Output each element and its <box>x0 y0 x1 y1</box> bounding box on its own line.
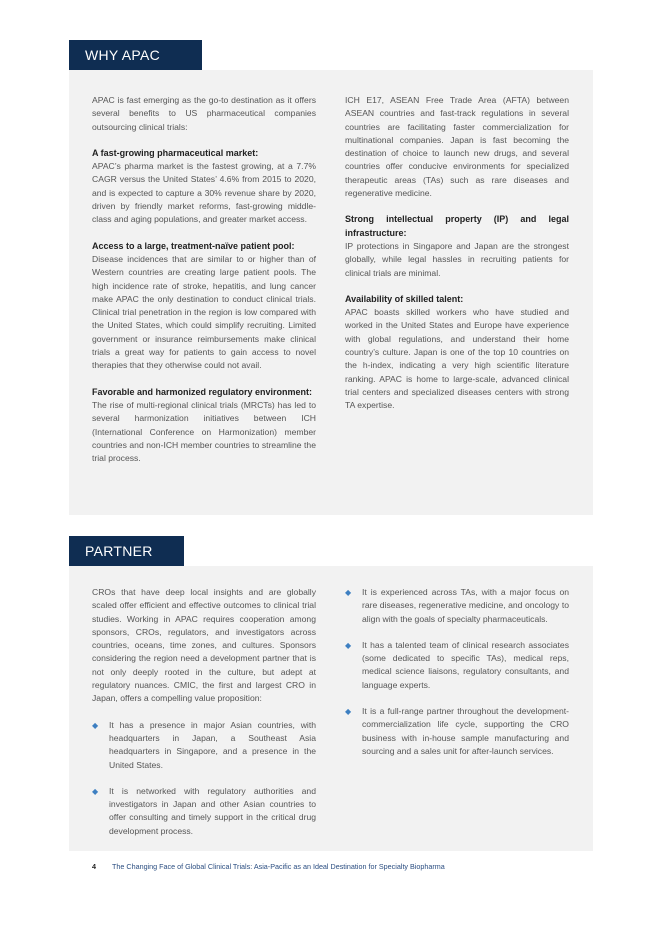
benefit-title: A fast-growing pharmaceutical market: <box>92 147 259 158</box>
why-apac-left-column <box>92 94 316 478</box>
diamond-bullet-icon: ◆ <box>345 640 352 650</box>
partner-right-column <box>345 586 569 771</box>
bullet-text: It has a talented team of clinical research associates (some dedicated to specific TAs), medical reps, medical science liaisons, regulatory consultants, and language experts. <box>362 639 569 690</box>
benefit-text: APAC boasts skilled workers who have studied and worked in the United States and Europe have experience with global regulations, and understand their home country’s culture. Japan is one of the top 10 countries on the h-index, indicating a very high scientific literature ranking. APAC is home to large-scale, advanced clinical trial centers and specialized diseases centers with strong TA expertise. <box>345 307 569 411</box>
diamond-bullet-icon: ◆ <box>345 707 352 717</box>
benefit-title: Strong intellectual property (IP) and legal infrastructure: <box>345 214 569 238</box>
bullet-text: It has a presence in major Asian countries, with headquarters in Japan, a Southeast Asia headquarters in Singapore, and a presence in the United States. <box>109 719 316 770</box>
why-apac-heading: WHY APAC <box>69 40 202 70</box>
bullet-text: It is a full-range partner throughout the development-commercialization life cycle, supporting the CRO business with in-house sample manufacturing and sourcing and a sales unit for after-launch services. <box>362 706 569 756</box>
benefit-text: APAC’s pharma market is the fastest growing, at a 7.7% CAGR versus the United States’ 4.6% from 2015 to 2020, and is expected to capture a 30% revenue share by 2020, driven by friendly market reforms, fast-growing middle-class and aging populations, and greater market access. <box>92 161 316 225</box>
partner-left-bullets <box>92 719 316 838</box>
benefit-text: The rise of multi-regional clinical trials (MRCTs) has led to several harmonization initiatives between ICH (International Conference on Harmonization) member countries and non-ICH member countries to streamline the trial process. <box>92 399 316 464</box>
bullet-text: It is networked with regulatory authorities and investigators in Japan and other Asian countries to offer consulting and timely support in the critical drug development process. <box>109 785 316 836</box>
benefit-item <box>92 240 316 373</box>
page-number: 4 <box>92 862 96 871</box>
partner-heading: PARTNER <box>69 536 184 566</box>
footer-title: The Changing Face of Global Clinical Trials: Asia-Pacific as an Ideal Destination for Specialty Biopharma <box>112 862 445 871</box>
why-apac-intro: APAC is fast emerging as the go-to destination as it offers several benefits to US pharmaceutical companies outsourcing clinical trials: <box>92 95 316 132</box>
partner-left-column <box>92 586 316 851</box>
list-item <box>345 705 569 758</box>
why-apac-right-column <box>345 94 569 426</box>
benefit-title: Access to a large, treatment-naïve patient pool: <box>92 240 295 251</box>
list-item <box>92 785 316 838</box>
benefit-item <box>92 147 316 227</box>
benefit-text: Disease incidences that are similar to or higher than of Western countries are creating large patient pools. The high incidence rate of stroke, hepatitis, and lung cancer make APAC the only destination to conduct clinical trials. Clinical trial penetration in the region is low compared with the United States, which could simplify recruiting. Limited government or insurance reimbursements make clinical trials a great way for patients to gain access to novel therapies that they otherwise could not avail. <box>92 253 316 371</box>
partner-right-bullets <box>345 586 569 758</box>
benefit-item <box>345 213 569 279</box>
diamond-bullet-icon: ◆ <box>92 720 99 730</box>
list-item <box>345 586 569 626</box>
diamond-bullet-icon: ◆ <box>345 588 352 597</box>
page-footer <box>92 862 445 871</box>
benefit-title: Availability of skilled talent: <box>345 293 464 304</box>
partner-intro: CROs that have deep local insights and are globally scaled offer efficient and effective outcomes to clinical trial studies. Working in APAC requires cooperation among sponsors, CROs, regulators, and investigators across countries, oceans, time zones, and cultures. Sponsors considering the region need a development partner that is not only deeply rooted in the culture, but adept at regulatory nuances. CMIC, the first and largest CRO in Japan, offers a compelling value proposition: <box>92 587 316 704</box>
bullet-text: It is experienced across TAs, with a major focus on rare diseases, regenerative medicine, and oncology to align with the goals of specialty pharmaceuticals. <box>362 587 569 624</box>
benefit-text: IP protections in Singapore and Japan are the strongest globally, while legal hassles in recruiting patients for clinical trials are minimal. <box>345 240 569 278</box>
diamond-bullet-icon: ◆ <box>92 786 99 796</box>
list-item <box>345 639 569 692</box>
benefit-item <box>92 386 316 466</box>
list-item <box>92 719 316 772</box>
why-apac-continuation: ICH E17, ASEAN Free Trade Area (AFTA) between ASEAN countries and fast-track regulations in several countries are facilitating faster commercialization for multinational companies. Japan is fast becoming the destination of choice to launch new drugs, and several countries offer conducive environments for specialized therapeutic areas (TAs) such as rare diseases and regenerative medicine. <box>345 95 569 199</box>
benefit-item <box>345 293 569 413</box>
benefit-title: Favorable and harmonized regulatory environment: <box>92 386 313 397</box>
